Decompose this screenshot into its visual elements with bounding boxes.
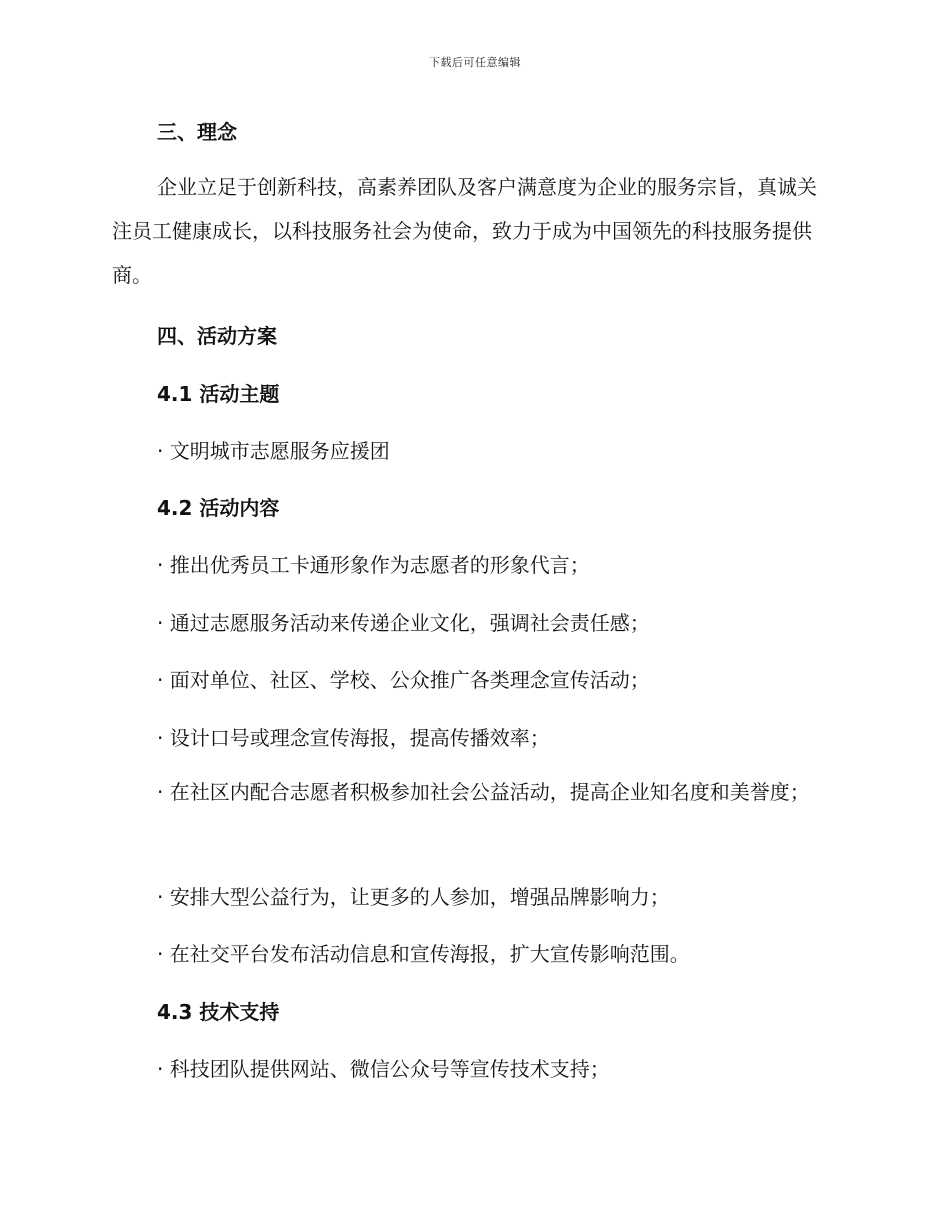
list-item: · 文明城市志愿服务应援团 xyxy=(157,439,390,463)
list-item: · 面对单位、社区、学校、公众推广各类理念宣传活动； xyxy=(157,668,650,692)
subsection-heading-tech-support: 4.3 技术支持 xyxy=(157,1000,280,1024)
list-item: · 在社区内配合志愿者积极参加社会公益活动，提高企业知名度和美誉度； xyxy=(157,780,810,804)
list-item: · 通过志愿服务活动来传递企业文化，强调社会责任感； xyxy=(157,611,650,635)
list-item: · 科技团队提供网站、微信公众号等宣传技术支持； xyxy=(157,1057,610,1081)
page-header: 下载后可任意编辑 xyxy=(429,56,521,69)
section-heading-activity-plan: 四、活动方案 xyxy=(157,324,277,348)
list-item: · 设计口号或理念宣传海报，提高传播效率； xyxy=(157,726,550,750)
section-heading-philosophy: 三、理念 xyxy=(157,120,237,144)
subsection-heading-content: 4.2 活动内容 xyxy=(157,496,280,520)
list-item: · 推出优秀员工卡通形象作为志愿者的形象代言； xyxy=(157,553,590,577)
list-item: · 在社交平台发布活动信息和宣传海报，扩大宣传影响范围。 xyxy=(157,942,690,966)
philosophy-paragraph: 企业立足于创新科技，高素养团队及客户满意度为企业的服务宗旨，真诚关注员工健康成长，以科技服务社会为使命，致力于成为中国领先的科技服务提供商。 xyxy=(112,175,817,287)
subsection-heading-theme: 4.1 活动主题 xyxy=(157,382,280,406)
list-item: · 安排大型公益行为，让更多的人参加，增强品牌影响力； xyxy=(157,885,670,909)
